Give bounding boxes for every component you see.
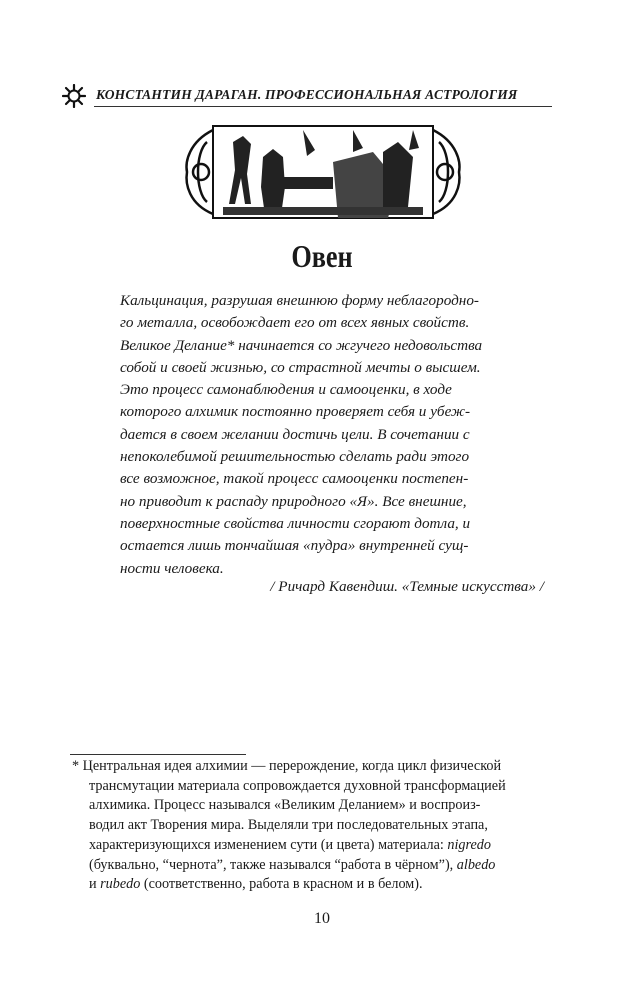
epigraph-line: ности человека. xyxy=(120,559,224,577)
chapter-title: Овен xyxy=(291,238,353,274)
footnote-line: трансмутации материала сопровождается духовной трансформацией xyxy=(89,777,506,794)
epigraph-line: но приводит к распаду природного «Я». Все внешние, xyxy=(120,492,467,510)
term-nigredo: nigredo xyxy=(447,836,491,853)
epigraph-line: дается в своем желании достичь цели. В сочетании с xyxy=(120,425,470,443)
footnote-text: (соответственно, работа в красном и в белом). xyxy=(140,876,423,893)
header-rule xyxy=(94,106,552,107)
footnote-line xyxy=(72,836,552,856)
epigraph-line: Великое Делание* начинается со жгучего недовольства xyxy=(120,336,483,354)
running-title: КОНСТАНТИН ДАРАГАН. ПРОФЕССИОНАЛЬНАЯ АСТРОЛОГИЯ xyxy=(96,87,518,102)
page-number: 10 xyxy=(314,910,330,927)
footnote-line: водил акт Творения мира. Выделяли три последовательных этапа, xyxy=(89,817,488,834)
term-rubedo: rubedo xyxy=(100,876,141,893)
sun-star-icon xyxy=(62,84,86,108)
epigraph-text xyxy=(120,290,540,580)
footnote-line: * Центральная идея алхимии — перерождение, когда цикл физической xyxy=(72,758,502,774)
epigraph-line: остается лишь тончайшая «пудра» внутренней сущ- xyxy=(120,537,469,555)
footnote xyxy=(72,757,552,895)
footnote-line xyxy=(72,856,552,876)
running-header xyxy=(62,84,552,108)
epigraph-line: го металла, освобождает его от всех явных свойств. xyxy=(120,314,470,332)
epigraph-line: Кальцинация, разрушая внешнюю форму неблагородно- xyxy=(120,292,479,309)
footnote-rule xyxy=(70,754,246,755)
epigraph-line: Это процесс самонаблюдения и самооценки, в ходе xyxy=(120,381,452,399)
footnote-text: и xyxy=(89,876,101,893)
footnote-line: алхимика. Процесс назывался «Великим Деланием» и воспроиз- xyxy=(89,797,481,814)
footnote-text: (буквально, “чернота”, также назывался “работа в чёрном”), xyxy=(89,856,457,873)
term-albedo: albedo xyxy=(456,856,496,873)
epigraph-line: поверхностные свойства личности сгорают дотла, и xyxy=(120,514,471,532)
woodcut-illustration xyxy=(183,122,463,222)
epigraph-line: все возможное, такой процесс самооценки постепен- xyxy=(120,470,469,488)
epigraph-attribution: / Ричард Кавендиш. «Темные искусства» / xyxy=(270,578,544,595)
epigraph-line: собой и своей жизнью, со страстной мечты о высшем. xyxy=(120,358,481,376)
epigraph-line: которого алхимик постоянно проверяет себя и убеж- xyxy=(120,403,471,421)
footnote-line xyxy=(72,875,552,895)
epigraph-line: непоколебимой решительностью сделать ради этого xyxy=(120,448,470,466)
footnote-text: характеризующихся изменением сути (и цвета) материала: xyxy=(89,836,448,853)
